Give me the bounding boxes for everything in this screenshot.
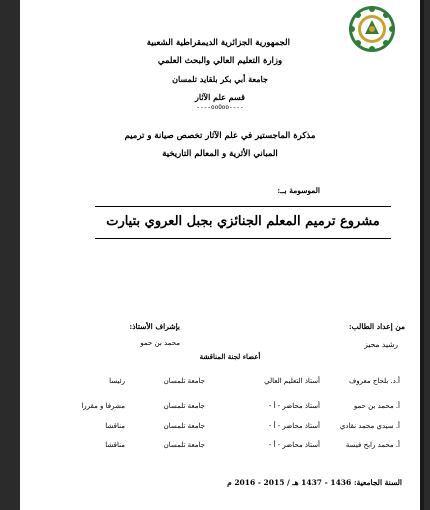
republic-name: الجمهورية الجزائرية الديمقراطية الشعبية: [146, 38, 290, 48]
member-role: مناقشا: [105, 441, 125, 449]
department-name: قسم علم الآثار: [195, 92, 245, 102]
member-rank: أستاذ محاضر - أ -: [269, 422, 320, 430]
document-page: [20, 0, 420, 510]
member-institution: جامعة تلمسان: [163, 422, 205, 430]
member-name: أ. محمد بن حمو: [353, 402, 400, 410]
member-rank: أستاذ محاضر - أ -: [269, 402, 320, 410]
member-name: أ. محمد رابح فيسة: [345, 441, 400, 449]
university-seal-logo: [347, 4, 397, 54]
member-role: رئيسا: [109, 377, 125, 385]
ministry-name: وزارة التعليم العالي والبحث العلمي: [157, 56, 283, 66]
member-rank: أستاذ التعليم العالي: [264, 377, 320, 385]
title-top-rule: [95, 206, 391, 207]
member-name: أ.د. بلحاج معروف: [348, 377, 400, 385]
page-edge-shadow: [420, 0, 424, 510]
member-institution: جامعة تلمسان: [163, 377, 205, 385]
title-bottom-rule: [95, 238, 391, 239]
titled-label: الموسومة بــ:: [277, 186, 320, 195]
academic-year: السنة الجامعية: 1436 - 1437 هـ / 2015 - 2016 م: [227, 478, 402, 487]
member-institution: جامعة تلمسان: [163, 441, 205, 449]
thesis-title: مشروع ترميم المعلم الجنائزي بجبل العروي بتيارت: [106, 214, 380, 229]
member-role: مناقشا: [105, 422, 125, 430]
member-role: مشرفا و مقررا: [81, 402, 125, 410]
member-rank: أستاذ محاضر - أ -: [269, 441, 320, 449]
member-institution: جامعة تلمسان: [163, 402, 205, 410]
supervisor-label: بإشراف الأستاذ:: [129, 322, 180, 331]
supervisor-name: محمد بن حمو: [140, 339, 180, 347]
committee-heading: أعضاء لجنة المناقشة: [199, 352, 261, 361]
member-name: أ. سيدي محمد نقادي: [339, 422, 400, 430]
prepared-by-label: من إعداد الطالب:: [348, 322, 405, 331]
thesis-description-line2: المباني الأثرية و المعالم التاريخية: [162, 149, 278, 159]
thesis-description-line1: مذكرة الماجستير في علم الآثار تخصص صيانة و ترميم: [124, 131, 316, 141]
student-name: رشيد محيز: [364, 340, 398, 349]
university-name: جامعة أبي بكر بلقايد تلمسان: [172, 74, 268, 84]
header-ornament: ----ooOoo----: [196, 104, 244, 111]
